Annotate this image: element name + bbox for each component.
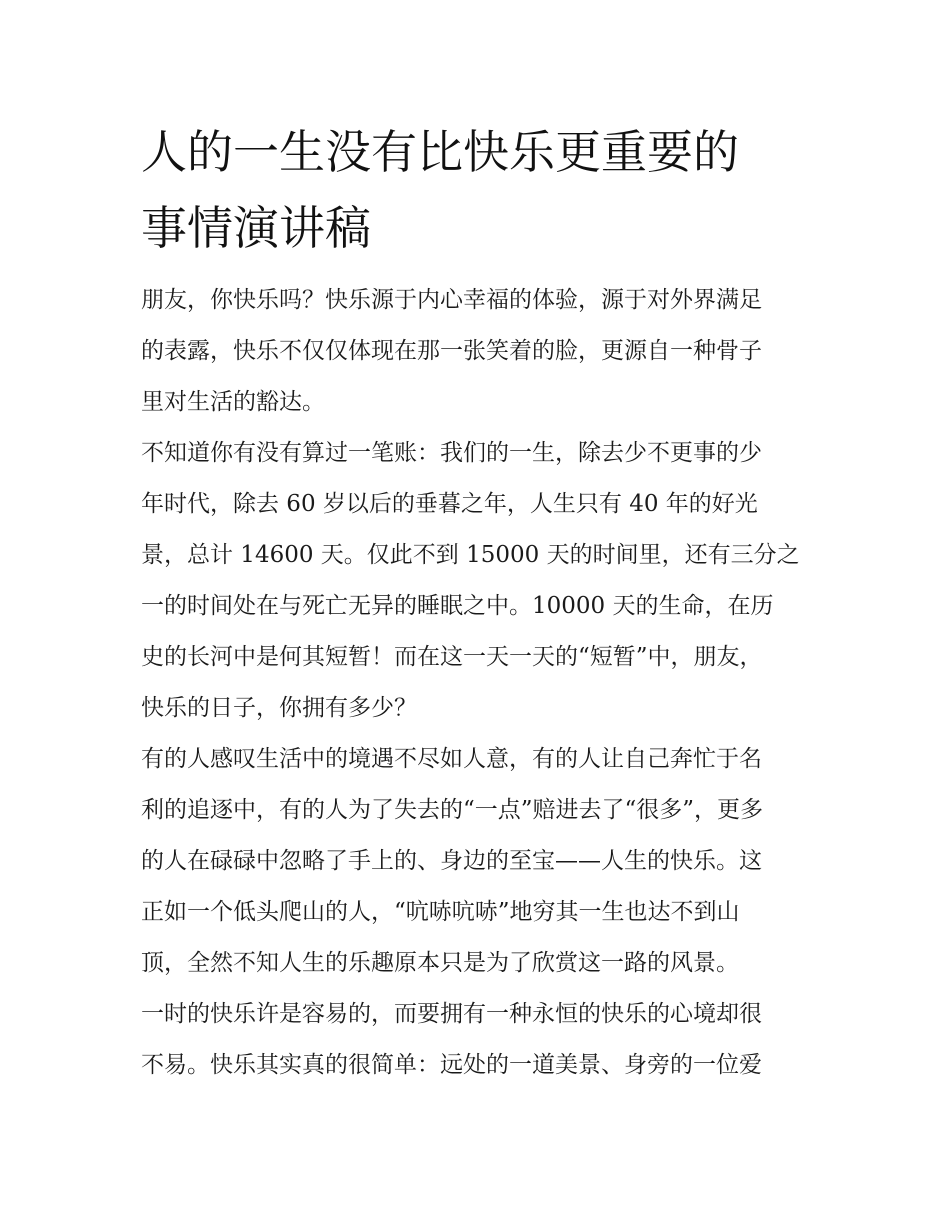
text-line: 不易。快乐其实真的很简单：远处的一道美景、身旁的一位爱: [141, 1052, 762, 1078]
text-line: 景，总计 14600 天。仅此不到 15000 天的时间里，还有三分之: [141, 542, 800, 568]
text-line: 一的时间处在与死亡无异的睡眠之中。10000 天的生命，在历: [141, 593, 774, 619]
text-line: 一时的快乐许是容易的，而要拥有一种永恒的快乐的心境却很: [141, 1001, 762, 1027]
paragraph-2: [141, 428, 821, 734]
text-line: 利的追逐中，有的人为了失去的“一点”赔进去了“很多”，更多: [141, 797, 764, 823]
title-line: 人的一生没有比快乐更重要的: [141, 125, 739, 179]
title-line: 事情演讲稿: [141, 201, 371, 255]
text-line: 里对生活的豁达。: [141, 389, 325, 415]
text-line: 年时代，除去 60 岁以后的垂暮之年，人生只有 40 年的好光: [141, 491, 758, 517]
page-title: [141, 114, 821, 266]
text-line: 的表露，快乐不仅仅体现在那一张笑着的脸，更源自一种骨子: [141, 338, 762, 364]
text-line: 正如一个低头爬山的人，“吭哧吭哧”地穷其一生也达不到山: [141, 899, 740, 925]
paragraph-3: [141, 734, 821, 989]
text-line: 史的长河中是何其短暂！而在这一天一天的“短暂”中，朋友，: [141, 644, 763, 670]
paragraph-1: [141, 275, 821, 428]
document-body: [141, 275, 821, 1091]
paragraph-4: [141, 989, 821, 1091]
text-line: 快乐的日子，你拥有多少？: [141, 695, 417, 721]
text-line: 朋友，你快乐吗？快乐源于内心幸福的体验，源于对外界满足: [141, 287, 762, 313]
text-line: 有的人感叹生活中的境遇不尽如人意，有的人让自己奔忙于名: [141, 746, 762, 772]
text-line: 不知道你有没有算过一笔账：我们的一生，除去少不更事的少: [141, 440, 762, 466]
text-line: 顶，全然不知人生的乐趣原本只是为了欣赏这一路的风景。: [141, 950, 739, 976]
text-line: 的人在碌碌中忽略了手上的、身边的至宝——人生的快乐。这: [141, 848, 762, 874]
